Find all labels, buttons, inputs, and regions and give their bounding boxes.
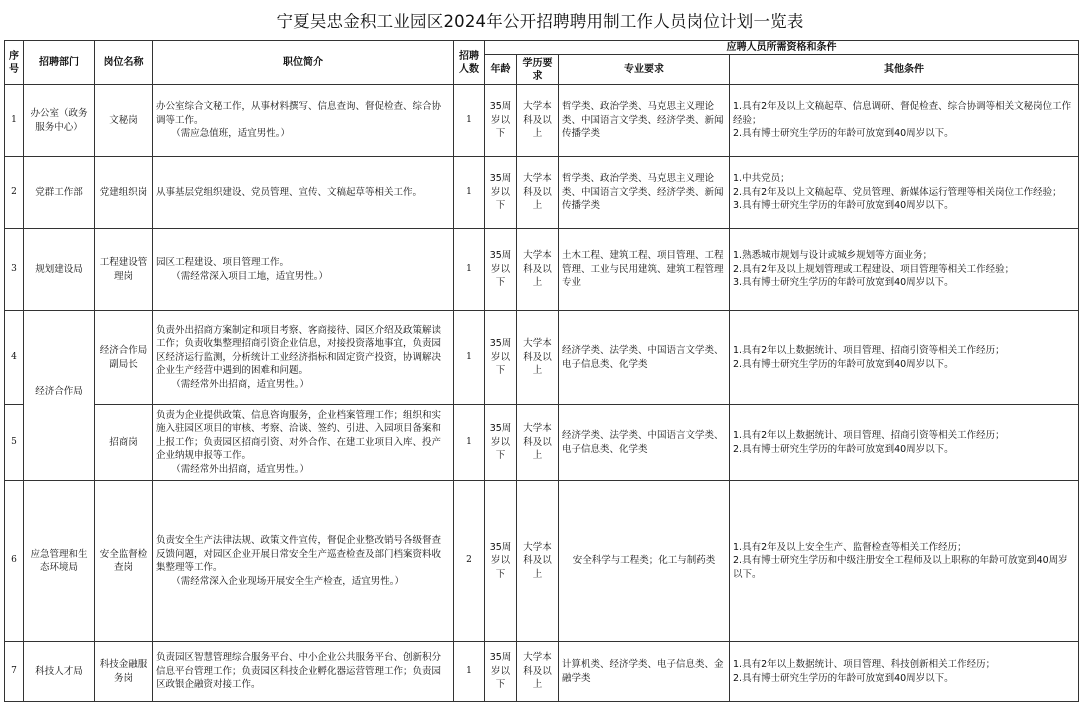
cell-seq: 6 — [5, 481, 24, 642]
cell-seq: 3 — [5, 229, 24, 311]
cell-dept: 规划建设局 — [24, 229, 95, 311]
cell-major: 哲学类、政治学类、马克思主义理论类、中国语言文学类、经济学类、新闻传播学类 — [559, 85, 730, 157]
other-line: 2.具有博士研究生学历和中级注册安全工程师及以上职称的年龄可放宽到40周岁以下。 — [733, 555, 1068, 580]
intro-text: 负责安全生产法律法规、政策文件宣传，督促企业整改销号各级督查反馈问题，对园区企业开展日常安全生产巡查检查及部门档案资料收集整理等工作。 — [156, 535, 442, 573]
other-line: 2.具有2年及以上规划管理或工程建设、项目管理等相关工作经验； — [733, 263, 1015, 275]
cell-major: 经济学类、法学类、中国语言文学类、电子信息类、化学类 — [559, 405, 730, 481]
cell-other — [730, 229, 1079, 311]
intro-text: 办公室综合文秘工作，从事材料撰写、信息查询、督促检查、综合协调等工作。 — [156, 101, 442, 126]
cell-age: 35周岁以下 — [485, 85, 517, 157]
cell-age: 35周岁以下 — [485, 481, 517, 642]
cell-other — [730, 481, 1079, 642]
cell-count: 1 — [454, 405, 485, 481]
other-line: 2.具有博士研究生学历的年龄可放宽到40周岁以下。 — [733, 672, 954, 684]
cell-intro — [153, 85, 454, 157]
table-row — [5, 157, 1079, 229]
cell-major: 经济学类、法学类、中国语言文学类、电子信息类、化学类 — [559, 311, 730, 405]
cell-count: 1 — [454, 311, 485, 405]
cell-age: 35周岁以下 — [485, 229, 517, 311]
cell-edu: 大学本科及以上 — [517, 85, 559, 157]
cell-other — [730, 642, 1079, 702]
cell-edu: 大学本科及以上 — [517, 311, 559, 405]
cell-age: 35周岁以下 — [485, 157, 517, 229]
cell-post: 经济合作局副局长 — [95, 311, 153, 405]
header-age: 年龄 — [485, 55, 517, 85]
intro-text: 负责外出招商方案制定和项目考察、客商接待、园区介绍及政策解读工作；负责收集整理招商引资企业信息，对接投资落地事宜，负责园区经济运行监测，分析统计工业经济指标和固定资产投资，协调解决企业生产经营中遇到的困难和问题。 — [156, 324, 442, 377]
cell-age: 35周岁以下 — [485, 405, 517, 481]
other-line: 1.具有2年及以上安全生产、监督检查等相关工作经历； — [733, 541, 967, 553]
cell-other — [730, 157, 1079, 229]
header-post: 岗位名称 — [95, 41, 153, 85]
table-row — [5, 405, 1079, 481]
cell-count: 1 — [454, 642, 485, 702]
header-qualification-group: 应聘人员所需资格和条件 — [485, 41, 1079, 55]
cell-other — [730, 85, 1079, 157]
cell-post: 工程建设管理岗 — [95, 229, 153, 311]
other-line: 1.具有2年以上数据统计、项目管理、科技创新相关工作经历； — [733, 659, 996, 670]
cell-post: 安全监督检查岗 — [95, 481, 153, 642]
cell-seq: 1 — [5, 85, 24, 157]
cell-post: 文秘岗 — [95, 85, 153, 157]
header-other: 其他条件 — [730, 55, 1079, 85]
job-plan-table — [4, 40, 1079, 702]
cell-major: 计算机类、经济学类、电子信息类、金融学类 — [559, 642, 730, 702]
cell-major: 安全科学与工程类；化工与制药类 — [559, 481, 730, 642]
cell-other — [730, 311, 1079, 405]
other-line: 1.具有2年以上数据统计、项目管理、招商引资等相关工作经历； — [733, 345, 1005, 356]
cell-dept: 经济合作局 — [24, 311, 95, 481]
cell-post: 招商岗 — [95, 405, 153, 481]
intro-text: 负责为企业提供政策、信息咨询服务，企业档案管理工作；组织和实施入驻园区项目的审核、考察、洽谈、签约、引进、入园项目备案和上报工作；负责园区招商引资、对外合作、在建工业项目入库、投产企业纳规申报等工作。 — [156, 409, 442, 462]
cell-intro — [153, 405, 454, 481]
table-row — [5, 481, 1079, 642]
cell-dept: 科技人才局 — [24, 642, 95, 702]
intro-text: 园区工程建设、项目管理工作。 — [156, 257, 290, 268]
intro-note: （需经常深入企业现场开展安全生产检查，适宜男性。） — [171, 575, 404, 587]
cell-other — [730, 405, 1079, 481]
other-line: 2.具有博士研究生学历的年龄可放宽到40周岁以下。 — [733, 128, 954, 140]
cell-seq: 7 — [5, 642, 24, 702]
cell-intro — [153, 229, 454, 311]
cell-count: 1 — [454, 85, 485, 157]
intro-text: 负责园区智慧管理综合服务平台、中小企业公共服务平台、创新积分信息平台管理工作；负责园区科技企业孵化器运营管理工作；负责园区政银企融资对接工作。 — [156, 652, 442, 691]
cell-edu: 大学本科及以上 — [517, 405, 559, 481]
cell-major: 哲学类、政治学类、马克思主义理论类、中国语言文学类、经济学类、新闻传播学类 — [559, 157, 730, 229]
table-row — [5, 642, 1079, 702]
cell-dept: 党群工作部 — [24, 157, 95, 229]
cell-intro — [153, 481, 454, 642]
cell-intro — [153, 157, 454, 229]
cell-count: 1 — [454, 157, 485, 229]
other-line: 3.具有博士研究生学历的年龄可放宽到40周岁以下。 — [733, 200, 954, 212]
header-major: 专业要求 — [559, 55, 730, 85]
intro-text: 从事基层党组织建设、党员管理、宣传、文稿起草等相关工作。 — [156, 186, 423, 198]
other-line: 1.具有2年及以上文稿起草、信息调研、督促检查、综合协调等相关文秘岗位工作经验； — [733, 101, 1072, 126]
header-count: 招聘人数 — [454, 41, 485, 85]
other-line: 1.具有2年以上数据统计、项目管理、招商引资等相关工作经历； — [733, 430, 1005, 441]
cell-count: 1 — [454, 229, 485, 311]
cell-seq: 2 — [5, 157, 24, 229]
intro-note: （需经常深入项目工地，适宜男性。） — [171, 270, 328, 282]
cell-post: 科技金融服务岗 — [95, 642, 153, 702]
header-dept: 招聘部门 — [24, 41, 95, 85]
header-edu: 学历要求 — [517, 55, 559, 85]
header-seq: 序号 — [5, 41, 24, 85]
table-row — [5, 229, 1079, 311]
cell-seq: 5 — [5, 405, 24, 481]
cell-edu: 大学本科及以上 — [517, 229, 559, 311]
other-line: 2.具有博士研究生学历的年龄可放宽到40周岁以下。 — [733, 443, 954, 455]
page-title: 宁夏吴忠金积工业园区2024年公开招聘聘用制工作人员岗位计划一览表 — [276, 12, 804, 31]
cell-dept: 办公室（政务服务中心） — [24, 85, 95, 157]
intro-note: （需经常外出招商，适宜男性。） — [171, 463, 309, 475]
intro-note: （需经常外出招商，适宜男性。） — [171, 378, 309, 390]
table-row — [5, 85, 1079, 157]
cell-intro — [153, 642, 454, 702]
cell-age: 35周岁以下 — [485, 642, 517, 702]
cell-intro — [153, 311, 454, 405]
cell-edu: 大学本科及以上 — [517, 481, 559, 642]
header-intro: 职位简介 — [153, 41, 454, 85]
other-line: 2.具有2年及以上文稿起草、党员管理、新媒体运行管理等相关岗位工作经验； — [733, 186, 1062, 198]
cell-post: 党建组织岗 — [95, 157, 153, 229]
cell-edu: 大学本科及以上 — [517, 157, 559, 229]
cell-dept: 应急管理和生态环境局 — [24, 481, 95, 642]
cell-edu: 大学本科及以上 — [517, 642, 559, 702]
other-line: 1.中共党员； — [733, 173, 790, 185]
other-line: 3.具有博士研究生学历的年龄可放宽到40周岁以下。 — [733, 277, 954, 289]
cell-count: 2 — [454, 481, 485, 642]
cell-seq: 4 — [5, 311, 24, 405]
cell-age: 35周岁以下 — [485, 311, 517, 405]
cell-major: 土木工程、建筑工程、项目管理、工程管理、工业与民用建筑、建筑工程管理专业 — [559, 229, 730, 311]
intro-note: （需应急值班，适宜男性。） — [171, 128, 290, 140]
table-row — [5, 311, 1079, 405]
other-line: 2.具有博士研究生学历的年龄可放宽到40周岁以下。 — [733, 358, 954, 370]
other-line: 1.熟悉城市规划与设计或城乡规划等方面业务； — [733, 250, 933, 262]
